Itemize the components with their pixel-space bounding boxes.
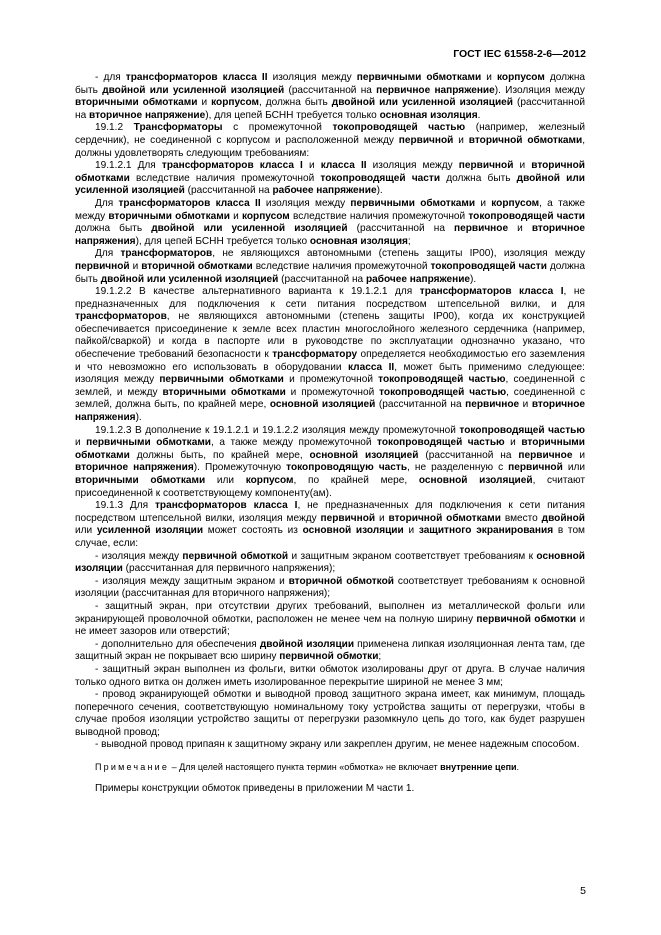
bold-term: вторичными обмотками — [75, 475, 206, 486]
bold-term: первичное — [518, 449, 573, 461]
bold-term: корпусом — [491, 197, 540, 209]
bold-term: токопроводящей частью — [332, 122, 466, 134]
bold-term: двойной изоляции — [259, 638, 355, 650]
text-run: ), для цепей БСНН требуется только — [205, 109, 380, 121]
bold-term: первичной обмотки — [279, 651, 379, 663]
text-run: (рассчитанной на — [347, 223, 455, 235]
bold-term: двойной или усиленной изоляцией — [100, 273, 279, 285]
bold-term: токопроводящей частью — [378, 374, 506, 386]
bold-term: первичной — [75, 260, 130, 272]
bold-term: токопроводящей части — [468, 210, 585, 222]
bold-term: корпусом — [241, 210, 290, 222]
bold-term: трансформаторов — [120, 248, 213, 260]
text-run: ). — [470, 273, 477, 285]
text-run: ). Изоляция между — [494, 84, 585, 96]
paragraph — [75, 739, 585, 752]
note — [75, 761, 585, 774]
text-run: 19.1.2.3 В дополнение к 19.1.2.1 и 19.1.2.2 изоляция между промежуточной — [95, 424, 460, 436]
paragraph — [75, 500, 585, 550]
paragraph — [75, 601, 585, 639]
bold-term: первичной — [508, 462, 563, 474]
text-run: - провод экранирующей обмотки и выводной провод защитного экрана имеет, как минимум, площадь поперечного сечения, соответствующую номинальному току устройства защиты от перегрузки, чтобы в случае пробоя изоляции устройство защиты от перегрузки разомкнуло цепь до того, как будет разрушен выводной провод; — [75, 689, 585, 738]
text-run: и не имеет зазоров или отверстий; — [75, 613, 586, 638]
bold-term: токопроводящей частью — [379, 386, 507, 398]
text-run: - изоляция между — [95, 550, 183, 562]
text-run: или — [75, 525, 97, 537]
text-run: , не являющихся автономными (степень защиты IP00), изоляция между — [212, 248, 585, 260]
bold-term: первичное — [454, 223, 509, 235]
text-run: , соединенной с землей, и между — [75, 374, 585, 398]
bold-term: основной изоляцией — [269, 399, 376, 411]
text-run: - изоляция между защитным экраном и — [95, 575, 289, 587]
text-run: - защитный экран, при отсутствии других требований, выполнен из металлической фольги или экранирующей проволочной обмотки, расположен не менее чем на полную ширину — [75, 600, 585, 625]
bold-term: вторичное напряжения — [75, 223, 586, 247]
note-text: – Для целей настоящего пункта термин «обмотка» не включает — [169, 762, 441, 773]
note-bold: внутренние цепи — [440, 762, 517, 773]
bold-term: вторичной обмотками — [75, 160, 585, 184]
bold-term: основной изоляции — [75, 550, 586, 575]
paragraph — [75, 286, 585, 425]
bold-term: трансформаторов класса I — [161, 160, 303, 172]
text-run: - защитный экран выполнен из фольги, витки обмоток изолированы друг от друга. В случае наличия только одного витка он должен иметь изолированное перекрытие шириной не менее 3 мм; — [75, 663, 585, 688]
text-run: изоляция между — [366, 160, 459, 172]
bold-term: первичными обмотками — [350, 197, 476, 209]
bold-term: трансформаторов класса I — [154, 500, 298, 512]
text-run: и — [197, 97, 212, 109]
text-run: ). Промежуточную — [193, 462, 287, 474]
paragraph — [75, 576, 585, 601]
text-run: должна быть — [75, 260, 585, 285]
document-header: ГОСТ IEC 61558-2-6—2012 — [453, 48, 586, 60]
bold-term: токопроводящей частью — [459, 424, 585, 436]
bold-term: трансформаторов — [75, 311, 167, 323]
text-run: и промежуточной — [285, 386, 380, 398]
bold-term: трансформаторов класса II — [118, 197, 261, 209]
paragraph — [75, 551, 585, 576]
text-run: , считают присоединенной к соответствующему компоненту(ам). — [75, 475, 585, 499]
text-run: применена липкая изоляционная лента там, где защитный экран не покрывает всю ширину — [75, 638, 585, 663]
text-run: ), для цепей БСНН требуется только — [135, 235, 310, 247]
paragraph — [75, 639, 585, 664]
bold-term: токопроводящей части — [430, 260, 547, 272]
text-run: вследствие наличия промежуточной — [129, 172, 321, 184]
bold-term: двойной — [541, 512, 585, 524]
text-run: , может быть применимо следующее: изоляция между — [75, 361, 585, 386]
paragraph — [75, 198, 585, 248]
text-run: и — [375, 512, 389, 524]
text-run: вследствие наличия промежуточной — [289, 210, 469, 222]
closing-paragraph: Примеры конструкции обмоток приведены в приложении М части 1. — [95, 782, 415, 794]
paragraph — [75, 72, 585, 122]
bold-term: вторичной обмотками — [141, 260, 253, 272]
text-run: (рассчитанной на — [418, 449, 519, 461]
text-run: , а также между — [75, 197, 585, 222]
text-run: (рассчитанная для первичного напряжения); — [122, 563, 336, 575]
page-number: 5 — [580, 885, 586, 897]
text-run: , не являющихся автономными (степень защиты IP00), когда их конструкцией обеспечивается присоединение к земле всех пластин многослойного железного сердечника (например, пайкой/сваркой) и когда в паспорте или в руководстве по эксплуатации однозначно указано, что обеспечение требований безопасности к — [75, 311, 585, 361]
text-run: определяется необходимостью его заземления и что невозможно его использовать в оборудовании — [75, 349, 585, 373]
text-run: , не предназначенных для подключения к сети питания посредством штепсельной вилки, изоляция между — [75, 500, 585, 524]
paragraph — [75, 689, 585, 739]
text-run: и — [513, 160, 532, 172]
text-run: и — [475, 197, 492, 209]
bold-term: рабочее напряжение — [272, 185, 377, 197]
bold-term: двойной или усиленной изоляцией — [331, 97, 513, 109]
paragraph — [75, 664, 585, 689]
text-run: Для — [95, 248, 121, 260]
text-run: (рассчитанной на — [278, 273, 366, 285]
text-run: Для — [95, 197, 119, 209]
document-body — [75, 72, 585, 795]
bold-term: двойной или усиленной изоляцией — [151, 223, 348, 235]
text-run: и — [453, 134, 469, 146]
bold-term: первичной — [458, 160, 514, 172]
text-run: 19.1.2.1 Для — [95, 160, 162, 172]
bold-term: защитного экранирования — [418, 525, 554, 537]
bold-term: первичной обмотки — [476, 613, 577, 625]
text-run: должна быть — [75, 72, 586, 96]
bold-term: вторичной обмоткой — [288, 575, 394, 587]
bold-term: вторичными обмотками — [75, 97, 198, 109]
bold-term: первичными обмотками — [159, 374, 284, 386]
bold-term: корпусом — [496, 72, 545, 83]
text-run: должны быть, по крайней мере, — [129, 449, 310, 461]
text-run: , а также между промежуточной — [211, 437, 378, 449]
bold-term: токопроводящую часть — [286, 462, 408, 474]
bold-term: первичное напряжение — [376, 84, 495, 96]
text-run: или — [562, 462, 585, 474]
bold-term: двойной или усиленной изоляцией — [75, 172, 585, 197]
text-run: и — [519, 399, 532, 411]
text-run: (например, железный сердечник), не соединенной с корпусом и расположенной между — [75, 122, 585, 146]
bold-term: класса II — [320, 160, 367, 172]
paragraph — [75, 248, 585, 286]
bold-term: двойной или усиленной изоляцией — [102, 84, 285, 96]
text-run: с промежуточной — [222, 122, 333, 134]
bold-term: токопроводящей части — [320, 172, 441, 184]
text-run: и — [504, 437, 522, 449]
note-end: . — [516, 762, 520, 773]
bold-term: основной изоляцией — [309, 449, 419, 461]
bold-term: вторичной обмотками — [388, 512, 501, 524]
text-run: , должны удовлетворять следующим требованиям: — [75, 134, 585, 159]
text-run: - для — [95, 72, 126, 83]
text-run: (рассчитанной на — [284, 84, 377, 96]
text-run: изоляция между — [260, 197, 351, 209]
text-run: ; — [407, 235, 411, 247]
bold-term: первичной — [320, 512, 376, 524]
text-run: соответствует требованиям к основной изоляции (рассчитанная для вторичного напряжения); — [75, 575, 585, 600]
text-run: и — [75, 437, 87, 449]
text-run: вместо — [500, 512, 542, 524]
text-run: в том случае, если: — [75, 525, 585, 549]
bold-term: класса II — [348, 361, 395, 373]
text-run: и промежуточной — [283, 374, 379, 386]
text-run: и — [302, 160, 321, 172]
bold-term: первичной — [398, 134, 454, 146]
bold-term: токопроводящей частью — [377, 437, 505, 449]
text-run: вследствие наличия промежуточной — [252, 260, 431, 272]
bold-term: основной изоляции — [302, 525, 404, 537]
bold-term: вторичной обмотками — [468, 134, 583, 146]
text-run: (рассчитанной на — [375, 399, 466, 411]
note-label: Примечание — [95, 762, 170, 773]
bold-term: усиленной изоляции — [96, 525, 204, 537]
text-run: и — [508, 223, 532, 235]
bold-term: основная изоляция — [379, 109, 478, 121]
text-run: ). — [376, 185, 383, 197]
text-run: 19.1.2.2 В качестве альтернативного варианта к 19.1.2.1 для — [95, 286, 420, 298]
text-run: и — [481, 72, 497, 83]
bold-term: основной изоляцией — [418, 475, 533, 486]
text-run: и — [129, 260, 142, 272]
text-run: ). — [135, 412, 142, 424]
paragraph — [75, 122, 585, 160]
text-run: , соединенной с землей, должна быть, по крайней мере, — [75, 386, 585, 411]
text-run: (рассчитанной на — [184, 185, 273, 197]
text-run: , должна быть — [258, 97, 332, 109]
text-run: и защитным экраном соответствует требованиям к — [288, 550, 537, 562]
bold-term: вторичное напряжения — [75, 462, 194, 474]
text-run: - выводной провод припаян к защитному экрану или закреплен другим, не менее надежным способом. — [95, 739, 580, 751]
text-run: , не предназначенных для подключения к сети питания посредством штепсельной вилки, и для — [75, 286, 586, 310]
text-run: должна быть — [75, 223, 152, 235]
bold-term: вторичными обмотками — [162, 386, 286, 398]
bold-term: первичное — [465, 399, 520, 411]
bold-term: основная изоляция — [309, 235, 408, 247]
text-run: . — [477, 109, 481, 121]
bold-term: первичными обмотками — [356, 72, 482, 83]
paragraph — [75, 160, 585, 198]
text-run: должна быть — [440, 172, 517, 184]
text-run: (рассчитанной на — [75, 97, 585, 121]
bold-term: корпусом — [245, 475, 294, 486]
text-run: - дополнительно для обеспечения — [95, 638, 260, 650]
text-run: может состоять из — [203, 525, 303, 537]
text-run: и — [229, 210, 242, 222]
bold-term: вторичными обмотками — [75, 437, 585, 461]
text-run: , по крайней мере, — [293, 475, 419, 486]
bold-term: первичными обмотками — [86, 437, 211, 449]
text-run: 19.1.2 — [95, 122, 134, 134]
paragraph — [75, 425, 585, 501]
bold-term: Трансформаторы — [133, 122, 223, 134]
bold-term: трансформатору — [272, 349, 358, 361]
text-run: и — [403, 525, 419, 537]
text-run: 19.1.3 Для — [95, 500, 155, 512]
bold-term: трансформаторов класса II — [125, 72, 268, 83]
text-run: или — [205, 475, 246, 486]
bold-term: вторичными обмотками — [108, 210, 230, 222]
text-run: , не разделенную с — [407, 462, 509, 474]
text-run: и — [572, 449, 585, 461]
bold-term: рабочее напряжение — [365, 273, 471, 285]
bold-term: вторичное напряжение — [89, 109, 206, 121]
text-run: ; — [378, 651, 382, 663]
text-run: изоляция между — [267, 72, 357, 83]
bold-term: вторичное напряжения — [75, 399, 586, 424]
bold-term: трансформаторов класса I — [419, 286, 564, 298]
bold-term: первичной обмоткой — [182, 550, 289, 562]
bold-term: корпусом — [211, 97, 259, 109]
